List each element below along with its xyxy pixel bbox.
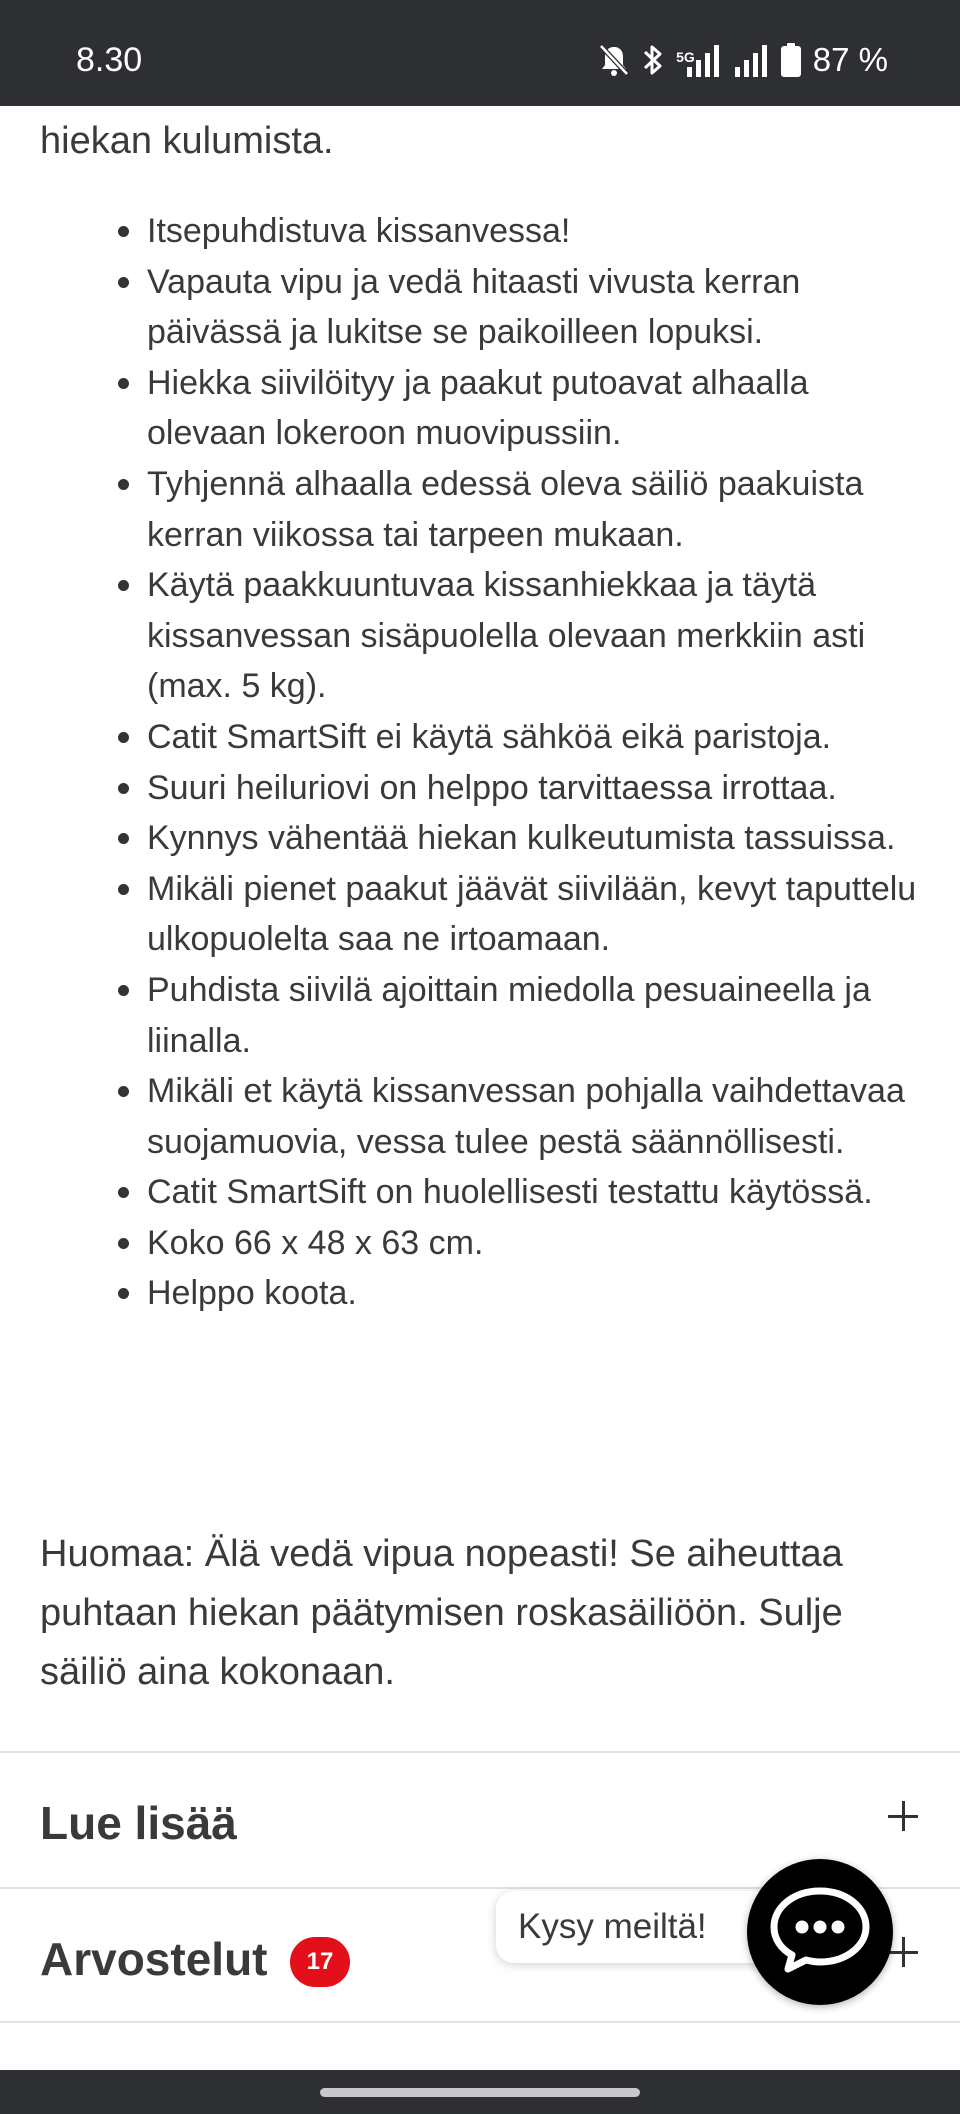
feature-item: Mikäli pienet paakut jäävät siivilään, kevyt taputtelu ulkopuolelta saa ne irtoamaan. bbox=[0, 864, 927, 965]
plus-icon[interactable] bbox=[888, 1937, 918, 1967]
feature-item: Mikäli et käytä kissanvessan pohjalla vaihdettavaa suojamuovia, vessa tulee pestä säännöllisesti. bbox=[0, 1066, 927, 1167]
reviews-count-badge: 17 bbox=[290, 1937, 350, 1987]
description-text: hiekan kulumista. bbox=[40, 120, 334, 162]
status-bar bbox=[0, 0, 960, 106]
status-icons bbox=[598, 40, 888, 80]
feature-item: Helppo koota. bbox=[0, 1268, 927, 1319]
warning-note: Huomaa: Älä vedä vipua nopeasti! Se aiheuttaa puhtaan hiekan päätymisen roskasäiliöön. Sulje säiliö aina kokonaan. bbox=[40, 1533, 843, 1693]
feature-item: Suuri heiluriovi on helppo tarvittaessa irrottaa. bbox=[0, 763, 927, 814]
signal-icon bbox=[733, 43, 769, 77]
feature-list bbox=[0, 206, 927, 1319]
signal-5g-icon: 5G bbox=[676, 43, 721, 77]
chat-prompt-bubble[interactable] bbox=[496, 1891, 786, 1963]
feature-item: Puhdista siivilä ajoittain miedolla pesuaineella ja liinalla. bbox=[0, 965, 927, 1066]
feature-item: Hiekka siivilöityy ja paakut putoavat alhaalla olevaan lokeroon muovipussiin. bbox=[0, 358, 927, 459]
status-time: 8.30 bbox=[76, 41, 143, 79]
bluetooth-icon bbox=[642, 43, 664, 77]
feature-item: Vapauta vipu ja vedä hitaasti vivusta kerran päivässä ja lukitse se paikoilleen lopuksi. bbox=[0, 257, 927, 358]
feature-item: Catit SmartSift on huolellisesti testattu käytössä. bbox=[0, 1167, 927, 1218]
battery-icon bbox=[781, 43, 801, 77]
reviews-title: Arvostelut bbox=[40, 1933, 268, 1985]
battery-percent: 87 % bbox=[812, 41, 888, 78]
feature-item: Itsepuhdistuva kissanvessa! bbox=[0, 206, 927, 257]
system-nav-bar bbox=[0, 2070, 960, 2114]
feature-item: Kynnys vähentää hiekan kulkeutumista tassuissa. bbox=[0, 813, 927, 864]
feature-item: Käytä paakkuuntuvaa kissanhiekkaa ja täytä kissanvessan sisäpuolella olevaan merkkiin asti (max. 5 kg). bbox=[0, 560, 927, 712]
plus-icon[interactable] bbox=[888, 1801, 918, 1831]
home-indicator[interactable] bbox=[320, 2088, 640, 2097]
feature-item: Tyhjennä alhaalla edessä oleva säiliö paakuista kerran viikossa tai tarpeen mukaan. bbox=[0, 459, 927, 560]
feature-item: Catit SmartSift ei käytä sähköä eikä paristoja. bbox=[0, 712, 927, 763]
feature-item: Koko 66 x 48 x 63 cm. bbox=[0, 1218, 927, 1269]
chat-prompt-text: Kysy meiltä! bbox=[518, 1907, 707, 1946]
read-more-title: Lue lisää bbox=[40, 1797, 237, 1849]
chat-button[interactable] bbox=[747, 1859, 893, 2005]
chat-icon bbox=[768, 1885, 872, 1980]
mute-icon bbox=[598, 43, 630, 77]
